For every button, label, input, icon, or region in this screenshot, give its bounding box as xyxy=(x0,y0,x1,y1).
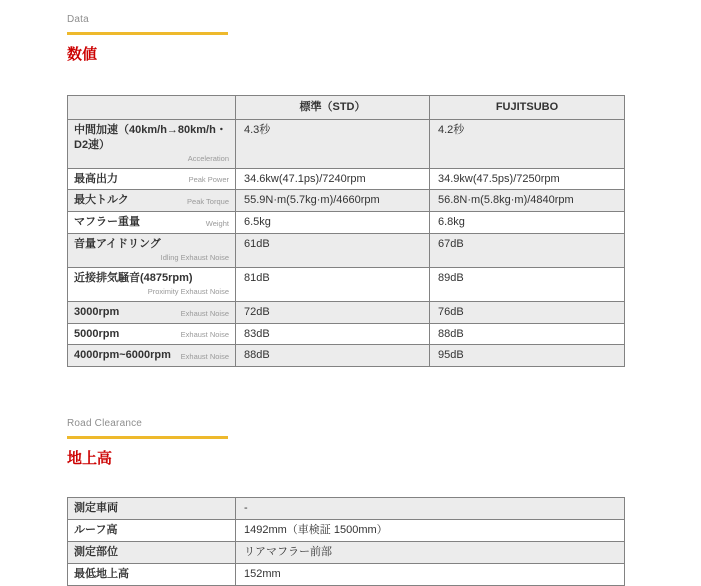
fujitsubo-value: 4.2秒 xyxy=(430,119,625,168)
row-sublabel: Exhaust Noise xyxy=(180,352,229,362)
section-eyebrow: Road Clearance xyxy=(67,418,143,430)
table-row-noise-4000-6000rpm xyxy=(68,345,625,367)
std-value: 72dB xyxy=(236,301,430,323)
row-value: 1492mm（車検証 1500mm） xyxy=(236,520,625,542)
section-eyebrow: Data xyxy=(67,14,89,25)
table-row-weight xyxy=(68,212,625,234)
section-road-clearance xyxy=(67,418,624,585)
row-sublabel: Peak Torque xyxy=(187,197,229,207)
row-value: リアマフラー前部 xyxy=(236,541,625,563)
fujitsubo-value: 89dB xyxy=(430,267,625,301)
row-label: 音量アイドリング xyxy=(74,238,161,251)
table-header-row xyxy=(68,96,625,120)
section-title: 地上高 xyxy=(67,450,113,468)
row-label: マフラー重量 xyxy=(74,216,140,229)
row-sublabel: Weight xyxy=(205,219,229,229)
std-value: 81dB xyxy=(236,267,430,301)
accent-divider xyxy=(67,436,228,439)
section-title: 数値 xyxy=(67,46,98,63)
std-value: 88dB xyxy=(236,345,430,367)
row-label: 中間加速（40km/h→80km/h・D2速） xyxy=(74,123,227,151)
numeric-spec-table xyxy=(67,95,625,367)
row-label: 最低地上高 xyxy=(74,567,129,580)
table-row-roof-height xyxy=(68,520,625,542)
row-value: 152mm xyxy=(236,563,625,585)
std-value: 34.6kw(47.1ps)/7240rpm xyxy=(236,168,430,190)
row-sublabel: Proximity Exhaust Noise xyxy=(147,286,229,296)
row-label: ルーフ高 xyxy=(74,524,118,537)
table-row-idling-noise xyxy=(68,234,625,268)
std-value: 83dB xyxy=(236,323,430,345)
row-label: 最大トルク xyxy=(74,194,129,207)
row-label: 4000rpm~6000rpm xyxy=(74,349,171,362)
header-empty-cell xyxy=(68,96,236,120)
fujitsubo-value: 67dB xyxy=(430,234,625,268)
table-row-noise-5000rpm xyxy=(68,323,625,345)
table-row-min-ground-clearance xyxy=(68,563,625,585)
table-row-proximity-noise xyxy=(68,267,625,301)
fujitsubo-value: 95dB xyxy=(430,345,625,367)
table-row-peak-torque xyxy=(68,190,625,212)
std-value: 6.5kg xyxy=(236,212,430,234)
row-label: 測定車両 xyxy=(74,502,118,515)
fujitsubo-value: 6.8kg xyxy=(430,212,625,234)
accent-divider xyxy=(67,32,228,35)
clearance-table xyxy=(67,497,625,585)
fujitsubo-value: 76dB xyxy=(430,301,625,323)
table-row-peak-power xyxy=(68,168,625,190)
row-label: 5000rpm xyxy=(74,327,120,340)
std-value: 4.3秒 xyxy=(236,119,430,168)
row-sublabel: Acceleration xyxy=(187,153,229,163)
fujitsubo-value: 88dB xyxy=(430,323,625,345)
section-numeric-data xyxy=(67,14,624,367)
table-row-test-vehicle xyxy=(68,498,625,520)
row-sublabel: Exhaust Noise xyxy=(180,330,229,340)
header-fujitsubo: FUJITSUBO xyxy=(430,96,625,120)
table-row-noise-3000rpm xyxy=(68,301,625,323)
row-sublabel: Peak Power xyxy=(188,175,229,185)
fujitsubo-value: 56.8N·m(5.8kg·m)/4840rpm xyxy=(430,190,625,212)
row-label: 測定部位 xyxy=(74,545,118,558)
row-label: 3000rpm xyxy=(74,305,120,318)
table-row-measured-part xyxy=(68,541,625,563)
row-sublabel: Exhaust Noise xyxy=(180,308,229,318)
row-label: 近接排気騒音(4875rpm) xyxy=(74,271,193,284)
row-sublabel: Idling Exhaust Noise xyxy=(160,252,229,262)
std-value: 55.9N·m(5.7kg·m)/4660rpm xyxy=(236,190,430,212)
header-std: 標準（STD） xyxy=(236,96,430,120)
fujitsubo-value: 34.9kw(47.5ps)/7250rpm xyxy=(430,168,625,190)
row-label: 最高出力 xyxy=(74,172,118,185)
table-row-acceleration xyxy=(68,119,625,168)
std-value: 61dB xyxy=(236,234,430,268)
row-value: - xyxy=(236,498,625,520)
